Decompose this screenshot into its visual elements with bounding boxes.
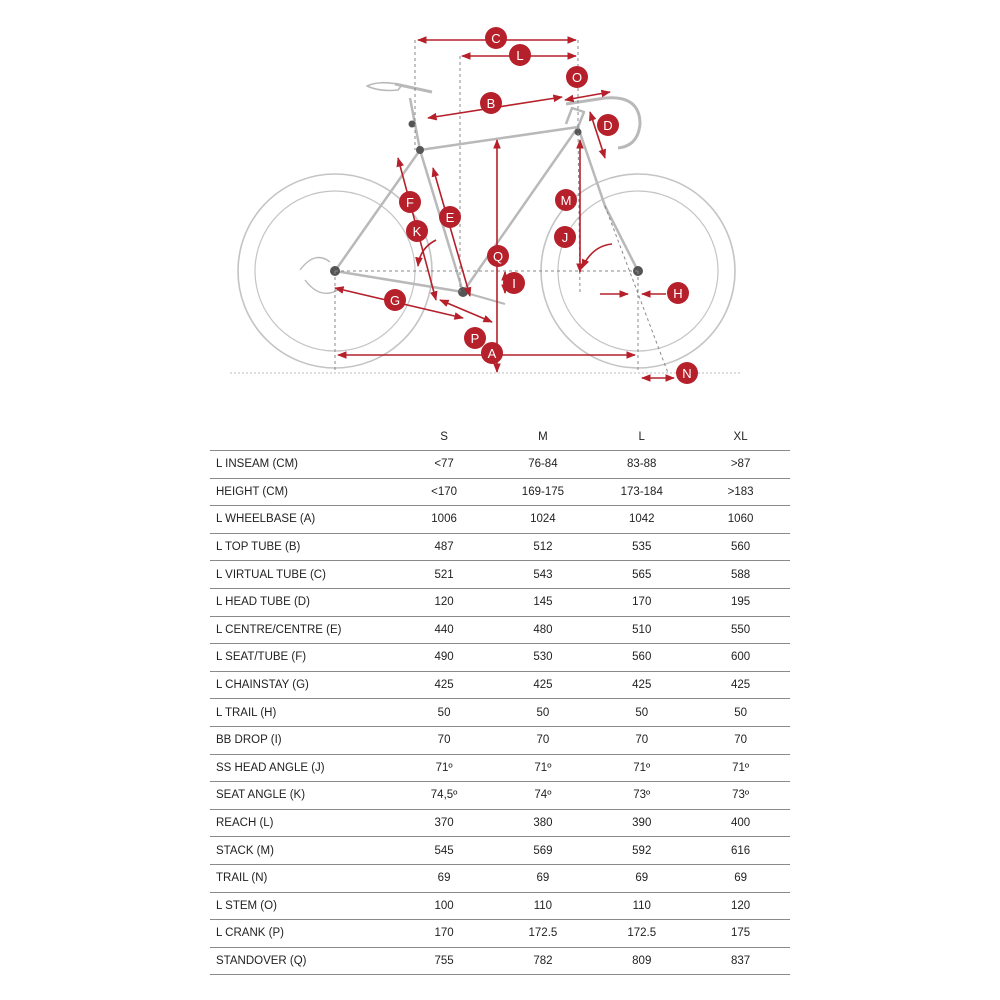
svg-text:J: J (561, 230, 569, 245)
cell-value: 616 (691, 837, 790, 865)
size-header: S (440, 431, 448, 443)
row-label: SEAT ANGLE (K) (210, 782, 395, 810)
marker-m (555, 189, 577, 211)
cell-value: 71º (395, 754, 494, 782)
cell-value: 69 (592, 864, 691, 892)
cell-value: 440 (395, 616, 494, 644)
marker-n (676, 362, 698, 384)
svg-text:E: E (445, 210, 455, 225)
cell-value: 71º (592, 754, 691, 782)
cell-value: 50 (395, 699, 494, 727)
cell-value: 560 (691, 533, 790, 561)
svg-text:C: C (491, 31, 501, 46)
cell-value: 170 (592, 588, 691, 616)
row-label: L CRANK (P) (210, 920, 395, 948)
cell-value: 550 (691, 616, 790, 644)
marker-f (399, 191, 421, 213)
table-row (210, 754, 790, 782)
cell-value: 425 (493, 671, 592, 699)
cell-value: 175 (691, 920, 790, 948)
cell-value: 560 (592, 644, 691, 672)
marker-p (464, 327, 486, 349)
cell-value: 545 (395, 837, 494, 865)
header-blank (210, 424, 395, 451)
row-label: TRAIL (N) (210, 864, 395, 892)
row-label: SS HEAD ANGLE (J) (210, 754, 395, 782)
table-row (210, 451, 790, 479)
table-row (210, 837, 790, 865)
cell-value: 169-175 (493, 478, 592, 506)
cell-value: 588 (691, 561, 790, 589)
cell-value: >183 (691, 478, 790, 506)
row-label: L CHAINSTAY (G) (210, 671, 395, 699)
cell-value: 425 (691, 671, 790, 699)
cell-value: 110 (493, 892, 592, 920)
table-row (210, 782, 790, 810)
marker-l (509, 44, 531, 66)
svg-text:H: H (673, 286, 683, 301)
marker-j (554, 226, 576, 248)
cell-value: 110 (592, 892, 691, 920)
row-label: REACH (L) (210, 809, 395, 837)
table-row (210, 947, 790, 975)
table-row (210, 671, 790, 699)
size-header-row (210, 424, 790, 451)
table-row (210, 809, 790, 837)
cell-value: 50 (592, 699, 691, 727)
cell-value: 173-184 (592, 478, 691, 506)
row-label: L SEAT/TUBE (F) (210, 644, 395, 672)
row-label: BB DROP (I) (210, 726, 395, 754)
marker-e (439, 206, 461, 228)
cell-value: 569 (493, 837, 592, 865)
row-label: L CENTRE/CENTRE (E) (210, 616, 395, 644)
marker-d (597, 114, 619, 136)
svg-text:P: P (470, 331, 480, 346)
cell-value: 50 (691, 699, 790, 727)
cell-value: 76-84 (493, 451, 592, 479)
cell-value: 592 (592, 837, 691, 865)
table-row (210, 644, 790, 672)
table-row (210, 616, 790, 644)
cell-value: 74º (493, 782, 592, 810)
row-label: HEIGHT (CM) (210, 478, 395, 506)
size-header: L (638, 431, 645, 443)
table-row (210, 478, 790, 506)
table-row (210, 533, 790, 561)
marker-c (485, 27, 507, 49)
marker-h (667, 282, 689, 304)
cell-value: 70 (691, 726, 790, 754)
svg-text:A: A (487, 346, 497, 361)
cell-value: 490 (395, 644, 494, 672)
table-row (210, 506, 790, 534)
cell-value: 71º (691, 754, 790, 782)
cell-value: 480 (493, 616, 592, 644)
cell-value: 73º (592, 782, 691, 810)
cell-value: 425 (592, 671, 691, 699)
geometry-table (210, 424, 790, 975)
size-header: M (538, 431, 548, 443)
row-label: L WHEELBASE (A) (210, 506, 395, 534)
table-row (210, 892, 790, 920)
marker-i (503, 272, 525, 294)
cell-value: 782 (493, 947, 592, 975)
cell-value: 69 (493, 864, 592, 892)
cell-value: 70 (493, 726, 592, 754)
cell-value: 172.5 (592, 920, 691, 948)
svg-text:F: F (406, 195, 414, 210)
marker-g (384, 289, 406, 311)
cell-value: 170 (395, 920, 494, 948)
cell-value: 530 (493, 644, 592, 672)
cell-value: 50 (493, 699, 592, 727)
cell-value: 1024 (493, 506, 592, 534)
cell-value: 809 (592, 947, 691, 975)
cell-value: 1060 (691, 506, 790, 534)
cell-value: 425 (395, 671, 494, 699)
cell-value: 145 (493, 588, 592, 616)
table-row (210, 864, 790, 892)
marker-a (481, 342, 503, 364)
marker-o (566, 66, 588, 88)
svg-text:B: B (486, 96, 496, 111)
cell-value: 70 (592, 726, 691, 754)
cell-value: 535 (592, 533, 691, 561)
svg-text:Q: Q (492, 249, 504, 264)
cell-value: 1042 (592, 506, 691, 534)
cell-value: 512 (493, 533, 592, 561)
row-label: STACK (M) (210, 837, 395, 865)
svg-text:M: M (560, 193, 572, 208)
cell-value: 120 (395, 588, 494, 616)
svg-text:I: I (512, 276, 516, 291)
cell-value: 487 (395, 533, 494, 561)
cell-value: 600 (691, 644, 790, 672)
row-label: L TRAIL (H) (210, 699, 395, 727)
cell-value: 70 (395, 726, 494, 754)
row-label: L INSEAM (CM) (210, 451, 395, 479)
cell-value: 837 (691, 947, 790, 975)
cell-value: 380 (493, 809, 592, 837)
table-row (210, 561, 790, 589)
cell-value: 74,5º (395, 782, 494, 810)
cell-value: 195 (691, 588, 790, 616)
svg-text:K: K (412, 224, 422, 239)
cell-value: 510 (592, 616, 691, 644)
table-row (210, 588, 790, 616)
cell-value: 370 (395, 809, 494, 837)
table-row (210, 920, 790, 948)
cell-value: 69 (691, 864, 790, 892)
cell-value: 73º (691, 782, 790, 810)
row-label: L TOP TUBE (B) (210, 533, 395, 561)
svg-text:D: D (603, 118, 613, 133)
cell-value: 390 (592, 809, 691, 837)
row-label: L STEM (O) (210, 892, 395, 920)
svg-text:N: N (682, 366, 692, 381)
cell-value: 172.5 (493, 920, 592, 948)
svg-text:G: G (389, 293, 401, 308)
cell-value: 69 (395, 864, 494, 892)
cell-value: 100 (395, 892, 494, 920)
cell-value: >87 (691, 451, 790, 479)
cell-value: <77 (395, 451, 494, 479)
row-label: STANDOVER (Q) (210, 947, 395, 975)
cell-value: 120 (691, 892, 790, 920)
cell-value: 543 (493, 561, 592, 589)
bike-geometry-diagram (0, 0, 1000, 400)
svg-text:L: L (516, 48, 524, 63)
cell-value: 1006 (395, 506, 494, 534)
row-label: L HEAD TUBE (D) (210, 588, 395, 616)
cell-value: 755 (395, 947, 494, 975)
marker-b (480, 92, 502, 114)
marker-k (406, 220, 428, 242)
table-row (210, 726, 790, 754)
table-row (210, 699, 790, 727)
size-header: XL (733, 431, 748, 443)
marker-q (487, 245, 509, 267)
row-label: L VIRTUAL TUBE (C) (210, 561, 395, 589)
cell-value: 521 (395, 561, 494, 589)
cell-value: 400 (691, 809, 790, 837)
svg-text:O: O (571, 70, 583, 85)
cell-value: 83-88 (592, 451, 691, 479)
cell-value: 565 (592, 561, 691, 589)
cell-value: <170 (395, 478, 494, 506)
cell-value: 71º (493, 754, 592, 782)
